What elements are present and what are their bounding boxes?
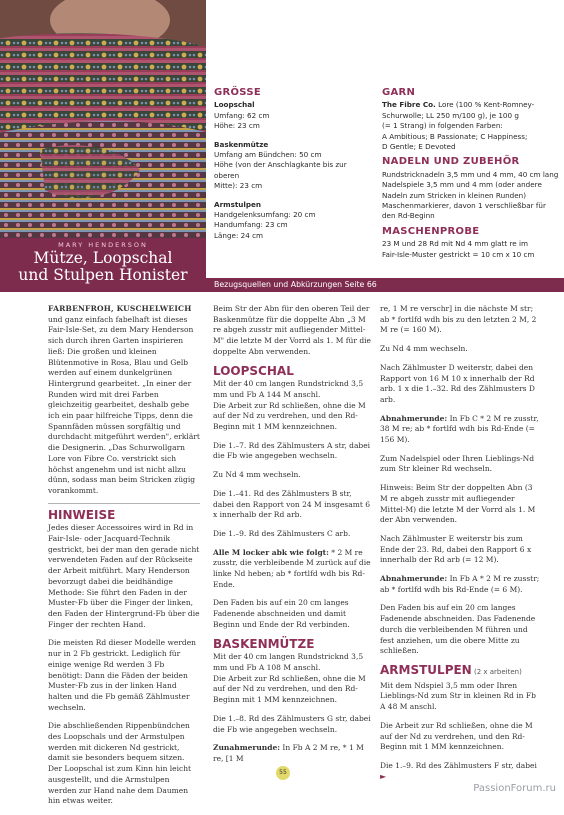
armstulpen-heading: ARMSTULPEN (2 x arbeiten) <box>380 662 522 677</box>
column-2: Beim Str der Abn für den oberen Teil der Baskenmütze für die doppelte Abn „3 M re abgeh zusstr mit aufliegender Mittel-M" die letzte M der Vorrd als 1. M für die doppelte Abn verwenden. LOOPSCHAL Mit der 40 cm langen Rundstricknd 3,5 mm und Fb A 144 M anschl. Die Arbeit zur Rd schließen, ohne die M auf der Nd zu verdrehen, und den Rd-Beginn mit 1 MM kennzeichnen. Die 1.–7. Rd des Zählmusters A str, dabei die Fb wie angegeben wechseln. Zu Nd 4 mm wechseln. Die 1.–41. Rd des Zählmusters B str, dabei den Rapport von 24 M insgesamt 6 x innerhalb der Rd arb. Die 1.–9. Rd des Zählmusters C arb. Alle M locker abk wie folgt: * 2 M re zusstr, die verbleibende M zurück auf die linke Nd heben; ab * fortlfd wdh bis Rd-Ende. Den Faden bis auf ein 20 cm langes Fadenende abschneiden und damit Beginn und Ende der Rd verbinden. BASKENMÜTZE Mit der 40 cm langen Rundstricknd 3,5 mm und Fb A 108 M anschl. Die Arbeit zur Rd schließen, ohne die M auf der Nd zu verdrehen, und den Rd-Beginn mit 1 MM kennzeichnen. Die 1.–8. Rd des Zählmusters G str, dabei die Fb wie angegeben wechseln. Zunahmerunde: In Fb A 2 M re, * 1 M re, [1 M <box>213 304 371 763</box>
baskenmuetze-heading: BASKENMÜTZE <box>213 636 315 651</box>
hinweise-heading: HINWEISE <box>48 507 116 522</box>
article-title: Mütze, Loopschal und Stulpen Honister <box>18 249 188 284</box>
spec-panel <box>206 78 564 292</box>
materials-section: GARN The Fibre Co. Lore (100 % Kent-Romney- Schurwolle; LL 250 m/100 g), je 100 g (= 1 Strang) in folgenden Farben: A Ambitious; B Passionate; C Happiness; D Gentle; E Devoted NADELN UND ZUBEHÖR Rundstricknadeln 3,5 mm und 4 mm, 40 cm lang Nadelspiele 3,5 mm und 4 mm (oder andere Nadeln zum Stricken in kleinen Runden) Maschenmarkierer, davon 1 verschließbar für den Rd-Beginn MASCHENPROBE 23 M und 28 Rd mit Nd 4 mm glatt re im Fair-Isle-Muster gestrickt = 10 cm x 10 cm <box>382 87 559 259</box>
continue-arrow-icon: ► <box>380 771 387 781</box>
title-block <box>0 238 206 292</box>
watermark: PassionForum.ru <box>473 783 556 794</box>
nadeln-heading: NADELN UND ZUBEHÖR <box>382 156 520 168</box>
scarf-illustration <box>0 0 206 238</box>
source-reference-bar: Bezugsquellen und Abkürzungen Seite 66 <box>206 278 564 292</box>
loopschal-heading: LOOPSCHAL <box>213 363 294 378</box>
page-number: 55 <box>276 766 290 780</box>
column-1: FARBENFROH, KUSCHELWEICH und ganz einfach fabelhaft ist dieses Fair-Isle-Set, zu dem Mary Henderson sich durch ihren Garten inspirieren ließ: Die großen und kleinen Blütenmotive in Rosa, Blau und Gelb werden auf einem dunkelgrünen Hintergrund gearbeitet. „In einer der Runden wird mit drei Farben gleichzeitig gearbeitet, deshalb gebe ich ein paar hilfreiche Tipps, denn die Spannfäden müssen sorgfältig und durchdacht mitgeführt werden", erklärt die Designerin. „Das Schurwollgarn Lore von Fibre Co. verstrickt sich höchst angenehm und ist nicht allzu dünn, sodass man beim Stricken zügig vorankommt. HINWEISE Jedes dieser Accessoires wird in Rd in Fair-Isle- oder Jacquard-Technik gestrickt, bei der man den gerade nicht verwendeten Faden auf der Rückseite der Arbeit mitführt. Mary Henderson bevorzugt dabei die beidhändige Methode: Sie führt den Faden in der Muster-Fb über die Finger der linken, den Faden der Hintergrund-Fb über die Finger der rechten Hand. Die meisten Rd dieser Modelle werden nur in 2 Fb gestrickt. Lediglich für einige wenige Rd werden 3 Fb benötigt: Dann die Fäden der beiden Muster-Fb zus in der linken Hand halten und die Fb gemäß Zählmuster wechseln. Die abschließenden Rippenbündchen des Loopschals und der Armstulpen werden mit dickeren Nd gestrickt, damit sie besonders bequem sitzen. Der Loopschal ist zum Kinn hin leicht ausgestellt, und die Armstulpen werden zur Hand nahe dem Daumen hin etwas weiter. <box>48 304 200 806</box>
garn-heading: GARN <box>382 87 416 98</box>
maschenprobe-heading: MASCHENPROBE <box>382 225 480 237</box>
model-photo <box>0 0 206 238</box>
column-3: re, 1 M re verschr] in die nächste M str; ab * fortlfd wdh bis zu den letzten 2 M, 2 M re (= 160 M). Zu Nd 4 mm wechseln. Nach Zählmuster D weiterstr, dabei den Rapport von 16 M 10 x innerhalb der Rd arb. 1 x die 1.–32. Rd des Zählmusters D arb. Abnahmerunde: In Fb C * 2 M re zusstr, 38 M re; ab * fortlfd wdh bis Rd-Ende (= 156 M). Zum Nadelspiel oder Ihren Lieblings-Nd zum Str kleiner Rd wechseln. Hinweis: Beim Str der doppelten Abn (3 M re abgeh zusstr mit aufliegender Mittel-M) die letzte M der Vorrd als 1. M der Abn verwenden. Nach Zählmuster E weiterstr bis zum Ende der 23. Rd, dabei den Rapport 6 x innerhalb der Rd arb (= 12 M). Abnahmerunde: In Fb A * 2 M re zusstr; ab * fortlfd wdh bis Rd-Ende (= 6 M). Den Faden bis auf ein 20 cm langes Fadenende abschneiden. Das Fadenende durch die verbleibenden M führen und fest anziehen, um die obere Mitte zu schließen. ARMSTULPEN (2 x arbeiten) Mit dem Ndspiel 3,5 mm oder Ihren Lieblings-Nd zum Str in kleinen Rd in Fb A 48 M anschl. Die Arbeit zur Rd schließen, ohne die M auf der Nd zu verdrehen, und den Rd-Beginn mit 1 MM kennzeichnen. Die 1.–9. Rd des Zählmusters F str, dabei ► <box>380 304 540 781</box>
author-name: MARY HENDERSON <box>58 241 148 249</box>
groesse-heading: GRÖSSE <box>214 87 261 98</box>
intro-text: FARBENFROH, KUSCHELWEICH und ganz einfach fabelhaft ist dieses Fair-Isle-Set, zu dem Mary Henderson sich durch ihren Garten inspirieren ließ: Die großen und kleinen Blütenmotive in Rosa, Blau und Gelb werden auf einem dunkelgrünen Hintergrund gearbeitet. „In einer der Runden wird mit drei Farben gleichzeitig gearbeitet, deshalb gebe ich ein paar hilfreiche Tipps, denn die Spannfäden müssen sorgfältig und durchdacht mitgeführt werden", erklärt die Designerin. „Das Schurwollgarn Lore von Fibre Co. verstrickt sich höchst angenehm und ist nicht allzu dünn, sodass man beim Stricken zügig vorankommt. <box>48 304 200 504</box>
groesse-section: GRÖSSE Loopschal Umfang: 62 cm Höhe: 23 cm Baskenmütze Umfang am Bündchen: 50 cm Höhe (von der Anschlagkante bis zur oberen Mitte): 23 cm Armstulpen Handgelenksumfang: 20 cm Handumfang: 23 cm Länge: 24 cm <box>214 88 374 241</box>
